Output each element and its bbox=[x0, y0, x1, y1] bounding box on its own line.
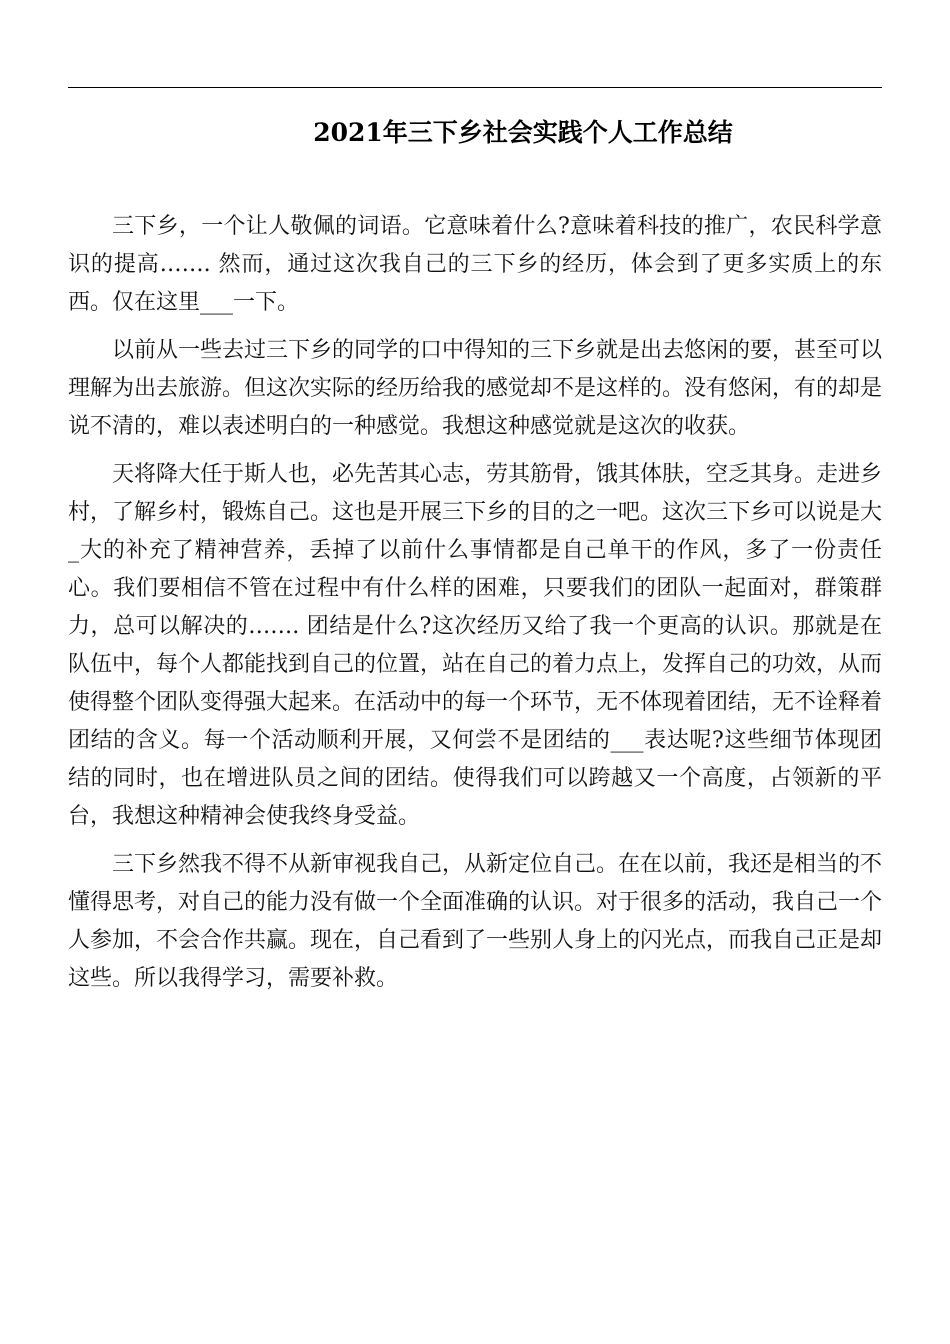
header-rule bbox=[68, 87, 882, 88]
paragraph-4: 三下乡然我不得不从新审视我自己，从新定位自己。在在以前，我还是相当的不懂得思考，对自己的能力没有做一个全面准确的认识。对于很多的活动，我自己一个人参加，不会合作共赢。现在，自己看到了一些别人身上的闪光点，而我自己正是却这些。所以我得学习，需要补救。 bbox=[68, 852, 883, 991]
paragraph-3: 天将降大任于斯人也，必先苦其心志，劳其筋骨，饿其体肤，空乏其身。走进乡村，了解乡村，锻炼自己。这也是开展三下乡的目的之一吧。这次三下乡可以说是大_大的补充了精神营养，丢掉了以前什么事情都是自己单干的作风，多了一份责任心。我们要相信不管在过程中有什么样的困难，只要我们的团队一起面对，群策群力，总可以解决的……. 团结是什么?这次经历又给了我一个更高的认识。那就是在队伍中，每个人都能找到自己的位置，站在自己的着力点上，发挥自己的功效，从而使得整个团队变得强大起来。在活动中的每一个环节，无不体现着团结，无不诠释着团结的含义。每一个活动顺利开展，又何尝不是团结的___表达呢?这些细节体现团结的同时，也在增进队员之间的团结。使得我们可以跨越又一个高度，占领新的平台，我想这种精神会使我终身受益。 bbox=[68, 462, 883, 829]
paragraph-1: 三下乡，一个让人敬佩的词语。它意味着什么?意味着科技的推广，农民科学意识的提高……. 然而，通过这次我自己的三下乡的经历，体会到了更多实质上的东西。仅在这里___一下。 bbox=[68, 214, 882, 315]
document-body bbox=[68, 208, 882, 1008]
document-title: 2021年三下乡社会实践个人工作总结 bbox=[313, 117, 733, 147]
paragraph-2: 以前从一些去过三下乡的同学的口中得知的三下乡就是出去悠闲的要，甚至可以理解为出去旅游。但这次实际的经历给我的感觉却不是这样的。没有悠闲，有的却是说不清的，难以表述明白的一种感觉。我想这种感觉就是这次的收获。 bbox=[68, 338, 883, 439]
